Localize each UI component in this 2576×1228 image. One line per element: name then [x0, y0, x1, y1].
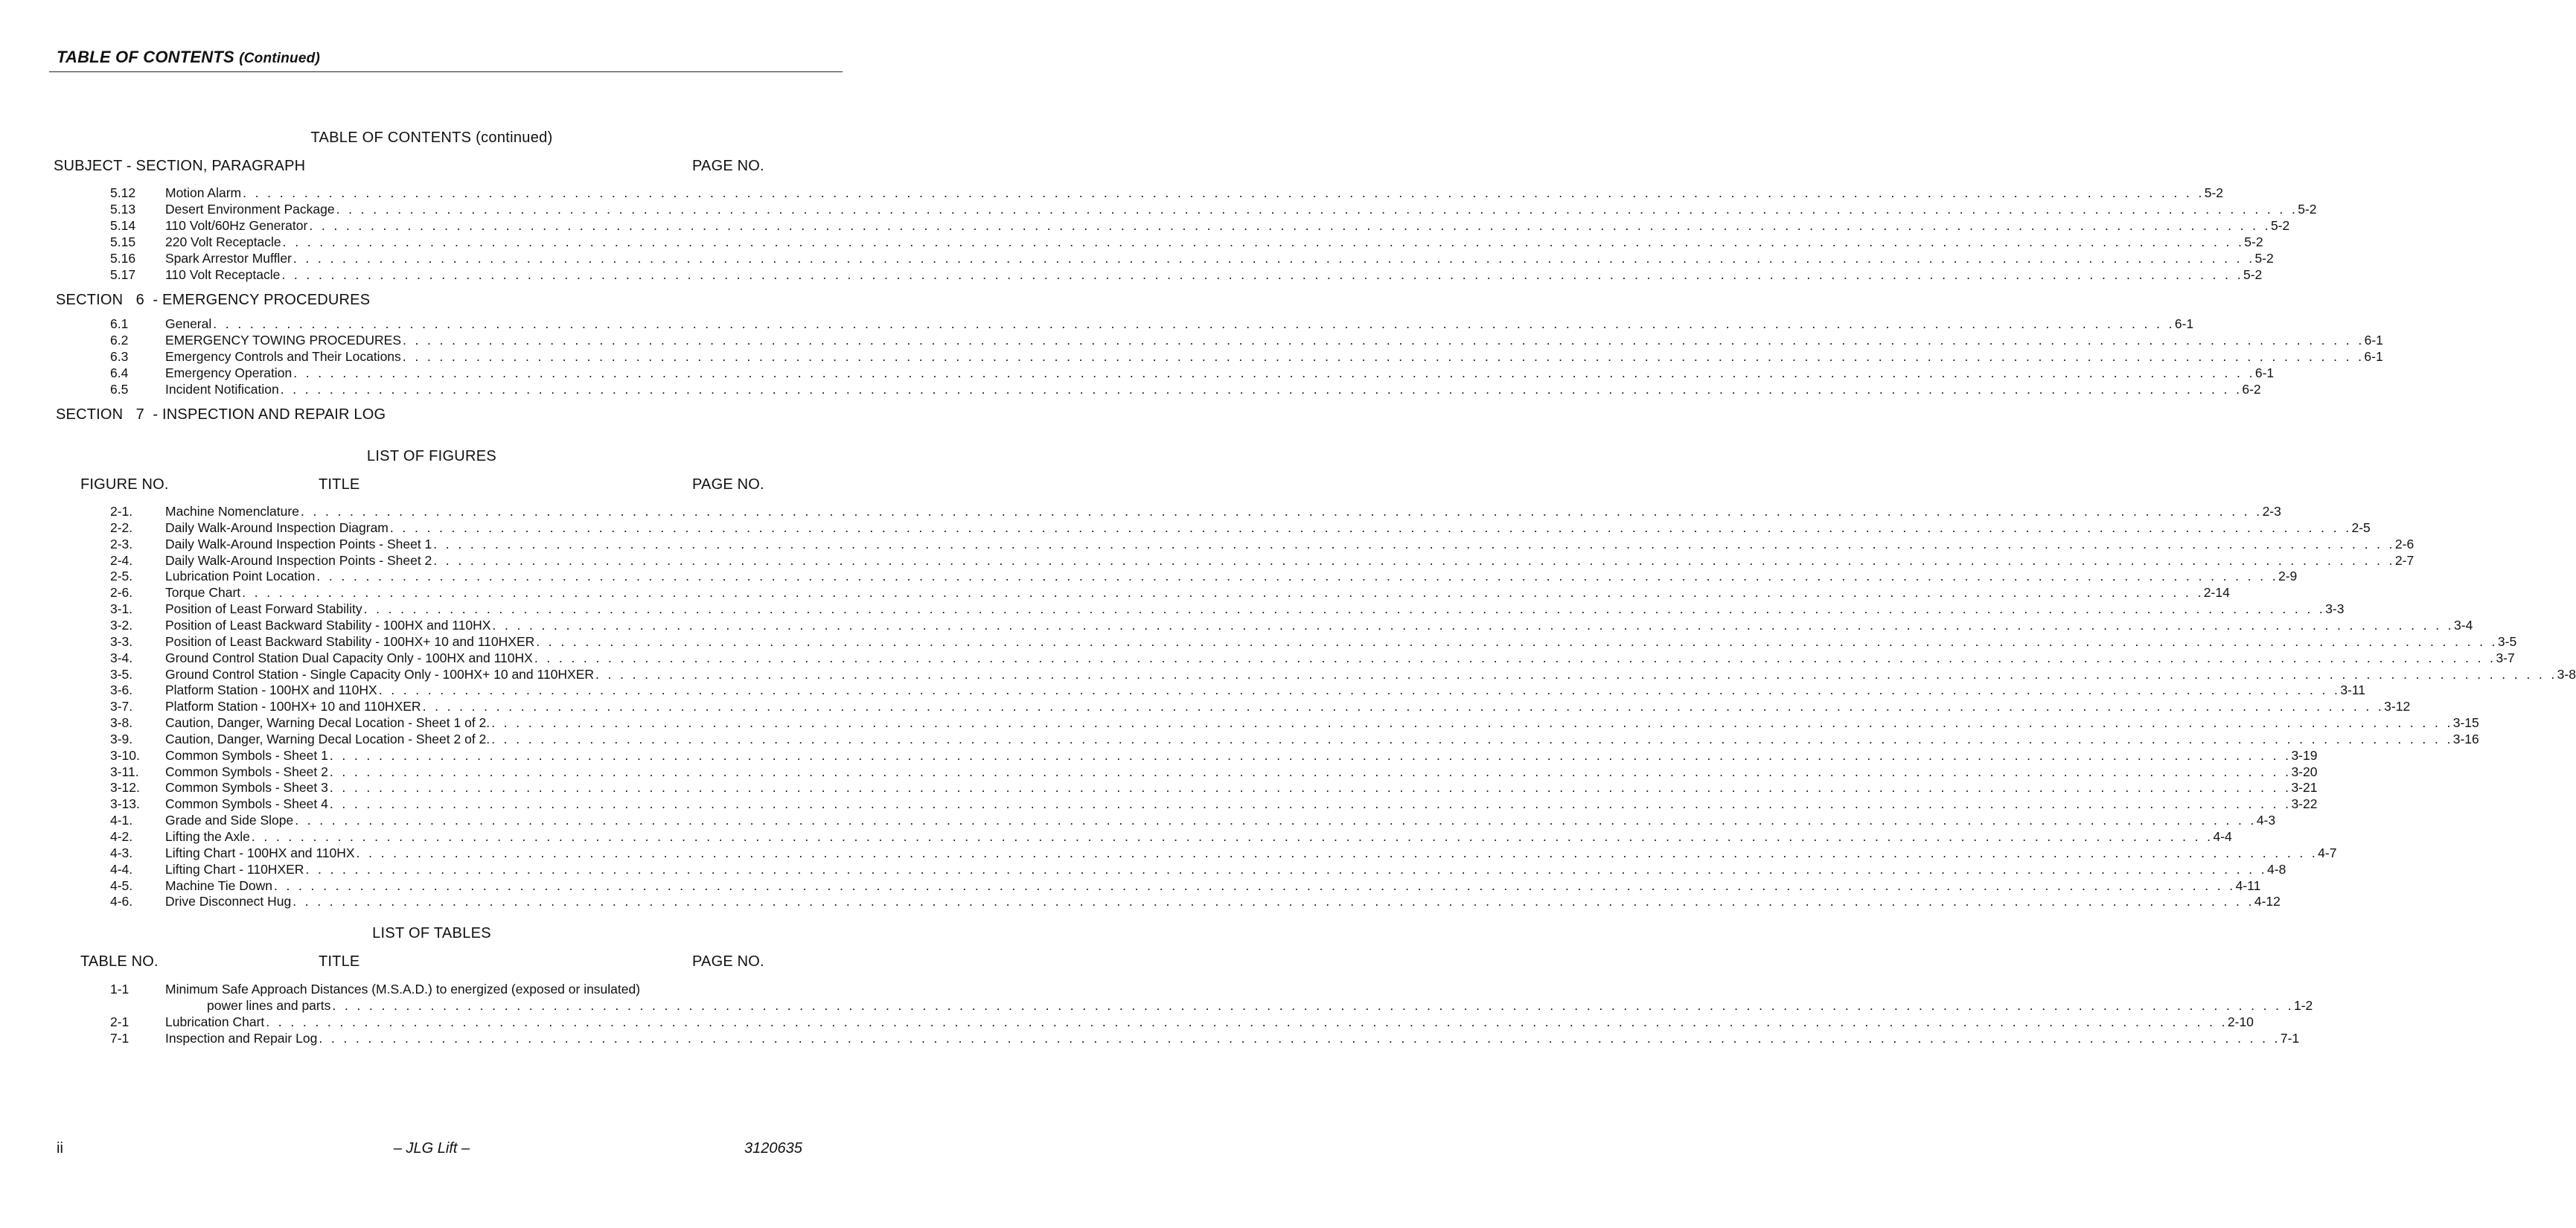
leader-dots: . . . . . . . . . . . . . . . . . . . . . . . . . . . . . . . . . . . . . . . . . . . . . . . . . . . . . . . . . . . . . . . . . . . . . . . . . . . . . . . . . . . . . . . . . . . . . . . . . . . . . . . . . . . . . . . . . . . . . . . . . . . . . . . . . . . . . . . . . . . . . . . . . . . . . . . . . . . . . . . .	[422, 699, 2385, 714]
entry-page: 4-11	[2235, 877, 2261, 893]
entry-title: Common Symbols - Sheet 4	[165, 796, 328, 812]
entry-number: 3-9.	[110, 731, 133, 746]
entry-number: 6.1	[110, 316, 129, 331]
tables-heading: LIST OF TABLES	[372, 925, 491, 941]
entry-page: 6-2	[2242, 381, 2261, 397]
entry-page: 2-3	[2262, 504, 2281, 519]
entry-page: 6-1	[2364, 348, 2383, 364]
entry-number: 4-6.	[110, 894, 133, 909]
figure-entry-4-1[interactable]	[110, 812, 2276, 828]
figure-entry-4-4[interactable]	[110, 861, 2286, 877]
tables-col-num: TABLE NO.	[80, 953, 159, 970]
footer-doc-number: 3120635	[744, 1140, 802, 1157]
entry-title: 220 Volt Receptacle	[165, 234, 281, 249]
entry-title: Lifting the Axle	[165, 829, 250, 844]
toc-col-page: PAGE NO.	[692, 158, 764, 174]
entry-page: 3-21	[2291, 780, 2318, 796]
leader-dots: . . . . . . . . . . . . . . . . . . . . . . . . . . . . . . . . . . . . . . . . . . . . . . . . . . . . . . . . . . . . . . . . . . . . . . . . . . . . . . . . . . . . . . . . . . . . . . . . . . . . . . . . . . . . . . . . . . . . . . . . . . . . . . . . . . . . . . . . . . . . . . . . . . . . . . . . . . . . . . . .	[242, 585, 2204, 601]
entry-title: Motion Alarm	[165, 185, 242, 200]
figure-entry-3-10[interactable]	[110, 747, 2318, 764]
leader-dots: . . . . . . . . . . . . . . . . . . . . . . . . . . . . . . . . . . . . . . . . . . . . . . . . . . . . . . . . . . . . . . . . . . . . . . . . . . . . . . . . . . . . . . . . . . . . . . . . . . . . . . . . . . . . . . . . . . . . . . . . . . . . . . . . . . . . . . . . . . . . . . . . . . . . . . . . . . . . . . . .	[300, 504, 2263, 519]
entry-title: 110 Volt Receptacle	[165, 266, 281, 282]
leader-dots: . . . . . . . . . . . . . . . . . . . . . . . . . . . . . . . . . . . . . . . . . . . . . . . . . . . . . . . . . . . . . . . . . . . . . . . . . . . . . . . . . . . . . . . . . . . . . . . . . . . . . . . . . . . . . . . . . . . . . . . . . . . . . . . . . . . . . . . . . . . . . . . . . . . . . . . . . . . . . . . .	[293, 365, 2255, 380]
entry-page: 6-1	[2364, 332, 2383, 348]
leader-dots: . . . . . . . . . . . . . . . . . . . . . . . . . . . . . . . . . . . . . . . . . . . . . . . . . . . . . . . . . . . . . . . . . . . . . . . . . . . . . . . . . . . . . . . . . . . . . . . . . . . . . . . . . . . . . . . . . . . . . . . . . . . . . . . . . . . . . . . . . . . . . . . . . . . . . . . . . . . . . . . .	[356, 845, 2318, 860]
entry-page: 3-22	[2291, 796, 2318, 812]
toc-col-subject: SUBJECT - SECTION, PARAGRAPH	[54, 158, 306, 174]
leader-dots: . . . . . . . . . . . . . . . . . . . . . . . . . . . . . . . . . . . . . . . . . . . . . . . . . . . . . . . . . . . . . . . . . . . . . . . . . . . . . . . . . . . . . . . . . . . . . . . . . . . . . . . . . . . . . . . . . . . . . . . . . . . . . . . . . . . . . . . . . . . . . . . . . . . . . . . . . . . . . . . .	[595, 666, 2557, 682]
figure-entry-4-2[interactable]	[110, 828, 2232, 845]
entry-page: 3-4	[2454, 617, 2473, 633]
entry-page: 3-16	[2452, 731, 2479, 746]
toc-entry-6-2[interactable]	[110, 332, 2383, 348]
table-entry-1-1-continuation[interactable]	[110, 997, 2313, 1014]
entry-title: Ground Control Station - Single Capacity Only - 100HX+ 10 and 110HXER	[165, 666, 595, 682]
leader-dots: . . . . . . . . . . . . . . . . . . . . . . . . . . . . . . . . . . . . . . . . . . . . . . . . . . . . . . . . . . . . . . . . . . . . . . . . . . . . . . . . . . . . . . . . . . . . . . . . . . . . . . . . . . . . . . . . . . . . . . . . . . . . . . . . . . . . . . . . . . . . . . . . . . . . . . . . . . . . . . . .	[536, 633, 2498, 649]
leader-dots: . . . . . . . . . . . . . . . . . . . . . . . . . . . . . . . . . . . . . . . . . . . . . . . . . . . . . . . . . . . . . . . . . . . . . . . . . . . . . . . . . . . . . . . . . . . . . . . . . . . . . . . . . . . . . . . . . . . . . . . . . . . . . . . . . . . . . . . . . . . . . . . . . . . . . . . . . . . . . . . .	[309, 217, 2271, 233]
entry-page: 2-5	[2351, 519, 2371, 535]
entry-page: 1-2	[2293, 998, 2313, 1013]
toc-entry-6-5[interactable]	[110, 381, 2261, 397]
entry-number: 4-1.	[110, 813, 133, 828]
toc-section-6-heading: SECTION 6 - EMERGENCY PROCEDURES	[56, 292, 371, 308]
figure-entry-2-6[interactable]	[110, 584, 2230, 601]
figure-entry-2-4[interactable]	[110, 552, 2414, 569]
entry-title: Caution, Danger, Warning Decal Location - Sheet 2 of 2.	[165, 731, 490, 746]
entry-title: Daily Walk-Around Inspection Diagram	[165, 519, 389, 535]
entry-page: 3-15	[2452, 715, 2479, 731]
entry-page: 5-2	[2270, 217, 2290, 233]
entry-page: 3-11	[2340, 682, 2366, 698]
entry-title: Desert Environment Package	[165, 201, 335, 217]
entry-title: Machine Tie Down	[165, 877, 272, 893]
entry-title: Spark Arrestor Muffler	[165, 250, 292, 266]
entry-title: Ground Control Station Dual Capacity Only - 100HX and 110HX	[165, 650, 533, 665]
leader-dots: . . . . . . . . . . . . . . . . . . . . . . . . . . . . . . . . . . . . . . . . . . . . . . . . . . . . . . . . . . . . . . . . . . . . . . . . . . . . . . . . . . . . . . . . . . . . . . . . . . . . . . . . . . . . . . . . . . . . . . . . . . . . . . . . . . . . . . . . . . . . . . . . . . . . . . . . . . . . . . . .	[293, 894, 2254, 909]
toc-entry-5-17[interactable]	[110, 266, 2263, 283]
entry-number: 4-5.	[110, 877, 133, 893]
leader-dots: . . . . . . . . . . . . . . . . . . . . . . . . . . . . . . . . . . . . . . . . . . . . . . . . . . . . . . . . . . . . . . . . . . . . . . . . . . . . . . . . . . . . . . . . . . . . . . . . . . . . . . . . . . . . . . . . . . . . . . . . . . . . . . . . . . . . . . . . . . . . . . . . . . . . . . . . . . . . . . . .	[329, 780, 2292, 796]
entry-page: 4-7	[2318, 845, 2337, 860]
entry-number: 3-7.	[110, 699, 133, 714]
entry-page: 6-1	[2254, 365, 2275, 380]
entry-page: 2-6	[2394, 536, 2414, 551]
entry-title: Common Symbols - Sheet 3	[165, 780, 328, 796]
entry-number: 6.2	[110, 332, 129, 348]
entry-title: Caution, Danger, Warning Decal Location - Sheet 1 of 2.	[165, 715, 490, 731]
entry-title: Incident Notification	[165, 381, 279, 397]
entry-page: 6-1	[2174, 316, 2194, 331]
entry-title: Inspection and Repair Log	[165, 1031, 318, 1046]
entry-number: 5.17	[110, 266, 136, 282]
figure-entry-3-5[interactable]	[110, 666, 2576, 682]
entry-page: 2-14	[2203, 585, 2230, 601]
figure-entry-3-4[interactable]	[110, 650, 2515, 666]
header-title-continued: (Continued)	[239, 51, 320, 66]
entry-page: 5-2	[2254, 250, 2274, 266]
entry-page: 5-2	[2298, 201, 2317, 217]
entry-number: 3-2.	[110, 617, 133, 633]
entry-title: Machine Nomenclature	[165, 504, 299, 519]
toc-entry-5-14[interactable]	[110, 217, 2290, 234]
entry-title: Daily Walk-Around Inspection Points - Sheet 1	[165, 536, 432, 551]
entry-number: 3-10.	[110, 747, 140, 763]
entry-title-line2: power lines and parts	[207, 998, 331, 1013]
toc-entry-5-13[interactable]	[110, 201, 2317, 217]
entry-page: 3-8	[2557, 666, 2576, 682]
entry-number: 5.15	[110, 234, 136, 249]
entry-number: 5.16	[110, 250, 136, 266]
entry-title: Common Symbols - Sheet 2	[165, 764, 328, 779]
toc-section-7-heading: SECTION 7 - INSPECTION AND REPAIR LOG	[56, 406, 386, 423]
entry-number: 5.12	[110, 185, 136, 200]
entry-page: 4-8	[2267, 861, 2286, 877]
table-entry-7-1[interactable]	[110, 1030, 2300, 1046]
entry-number: 2-6.	[110, 585, 133, 601]
figure-entry-2-2[interactable]	[110, 519, 2371, 536]
figures-col-page: PAGE NO.	[692, 476, 764, 493]
figure-entry-3-2[interactable]	[110, 617, 2473, 633]
entry-number: 3-6.	[110, 682, 133, 698]
entry-title: EMERGENCY TOWING PROCEDURES	[165, 332, 401, 348]
toc-entry-5-16[interactable]	[110, 250, 2274, 266]
footer-page-number: ii	[57, 1140, 63, 1157]
entry-number: 3-8.	[110, 715, 133, 731]
header-rule	[49, 71, 843, 72]
leader-dots: . . . . . . . . . . . . . . . . . . . . . . . . . . . . . . . . . . . . . . . . . . . . . . . . . . . . . . . . . . . . . . . . . . . . . . . . . . . . . . . . . . . . . . . . . . . . . . . . . . . . . . . . . . . . . . . . . . . . . . . . . . . . . . . . . . . . . . . . . . . . . . . . . . . . . . . . . . . . . . . .	[491, 715, 2453, 731]
leader-dots: . . . . . . . . . . . . . . . . . . . . . . . . . . . . . . . . . . . . . . . . . . . . . . . . . . . . . . . . . . . . . . . . . . . . . . . . . . . . . . . . . . . . . . . . . . . . . . . . . . . . . . . . . . . . . . . . . . . . . . . . . . . . . . . . . . . . . . . . . . . . . . . . . . . . . . . . . . . . . . . .	[336, 201, 2298, 217]
entry-page: 5-2	[2204, 185, 2224, 200]
figure-entry-3-8[interactable]	[110, 714, 2479, 731]
entry-page: 3-19	[2291, 747, 2318, 763]
entry-title: Grade and Side Slope	[165, 813, 294, 828]
entry-page: 4-3	[2256, 813, 2276, 828]
entry-title: Platform Station - 100HX and 110HX	[165, 682, 377, 698]
figure-entry-3-7[interactable]	[110, 698, 2411, 714]
tables-col-title: TITLE	[319, 953, 360, 970]
entry-page: 5-2	[2243, 266, 2263, 282]
entry-page: 2-7	[2394, 552, 2414, 568]
leader-dots: . . . . . . . . . . . . . . . . . . . . . . . . . . . . . . . . . . . . . . . . . . . . . . . . . . . . . . . . . . . . . . . . . . . . . . . . . . . . . . . . . . . . . . . . . . . . . . . . . . . . . . . . . . . . . . . . . . . . . . . . . . . . . . . . . . . . . . . . . . . . . . . . . . . . . . . . . . . . . . . .	[273, 877, 2236, 893]
leader-dots: . . . . . . . . . . . . . . . . . . . . . . . . . . . . . . . . . . . . . . . . . . . . . . . . . . . . . . . . . . . . . . . . . . . . . . . . . . . . . . . . . . . . . . . . . . . . . . . . . . . . . . . . . . . . . . . . . . . . . . . . . . . . . . . . . . . . . . . . . . . . . . . . . . . . . . . . . . . . . . . .	[266, 1014, 2228, 1029]
entry-number: 2-3.	[110, 536, 133, 551]
entry-number: 6.3	[110, 348, 129, 364]
figure-entry-2-3[interactable]	[110, 536, 2414, 552]
entry-number: 3-1.	[110, 601, 133, 617]
entry-title: Lubrication Point Location	[165, 569, 316, 584]
entry-title: Lifting Chart - 100HX and 110HX	[165, 845, 355, 860]
leader-dots: . . . . . . . . . . . . . . . . . . . . . . . . . . . . . . . . . . . . . . . . . . . . . . . . . . . . . . . . . . . . . . . . . . . . . . . . . . . . . . . . . . . . . . . . . . . . . . . . . . . . . . . . . . . . . . . . . . . . . . . . . . . . . . . . . . . . . . . . . . . . . . . . . . . . . . . . . . . . . . . .	[281, 266, 2243, 282]
figure-entry-3-12[interactable]	[110, 779, 2318, 796]
leader-dots: . . . . . . . . . . . . . . . . . . . . . . . . . . . . . . . . . . . . . . . . . . . . . . . . . . . . . . . . . . . . . . . . . . . . . . . . . . . . . . . . . . . . . . . . . . . . . . . . . . . . . . . . . . . . . . . . . . . . . . . . . . . . . . . . . . . . . . . . . . . . . . . . . . . . . . . . . . . . . . . .	[534, 650, 2496, 665]
entry-page: 2-10	[2227, 1014, 2254, 1029]
leader-dots: . . . . . . . . . . . . . . . . . . . . . . . . . . . . . . . . . . . . . . . . . . . . . . . . . . . . . . . . . . . . . . . . . . . . . . . . . . . . . . . . . . . . . . . . . . . . . . . . . . . . . . . . . . . . . . . . . . . . . . . . . . . . . . . . . . . . . . . . . . . . . . . . . . . . . . . . . . . . . . . .	[251, 829, 2214, 844]
entry-title: Position of Least Backward Stability - 100HX and 110HX	[165, 617, 491, 633]
entry-page: 3-5	[2497, 633, 2517, 649]
entry-number: 3-5.	[110, 666, 133, 682]
leader-dots: . . . . . . . . . . . . . . . . . . . . . . . . . . . . . . . . . . . . . . . . . . . . . . . . . . . . . . . . . . . . . . . . . . . . . . . . . . . . . . . . . . . . . . . . . . . . . . . . . . . . . . . . . . . . . . . . . . . . . . . . . . . . . . . . . . . . . . . . . . . . . . . . . . . . . . . . . . . . . . . .	[329, 764, 2292, 779]
entry-number: 4-4.	[110, 861, 133, 877]
figure-entry-2-5[interactable]	[110, 568, 2298, 584]
entry-title: Lubrication Chart	[165, 1014, 265, 1029]
entry-page: 7-1	[2280, 1031, 2300, 1046]
toc-entry-6-4[interactable]	[110, 365, 2275, 381]
entry-page: 2-9	[2278, 569, 2298, 584]
entry-number: 1-1	[110, 982, 130, 997]
tables-col-page: PAGE NO.	[692, 953, 764, 970]
entry-page: 4-4	[2213, 829, 2232, 844]
table-entry-2-1[interactable]	[110, 1014, 2254, 1030]
entry-page: 3-7	[2496, 650, 2515, 665]
entry-number: 4-2.	[110, 829, 133, 844]
entry-number: 2-1.	[110, 504, 133, 519]
entry-page: 4-12	[2254, 894, 2281, 909]
figure-entry-4-3[interactable]	[110, 845, 2337, 861]
leader-dots: . . . . . . . . . . . . . . . . . . . . . . . . . . . . . . . . . . . . . . . . . . . . . . . . . . . . . . . . . . . . . . . . . . . . . . . . . . . . . . . . . . . . . . . . . . . . . . . . . . . . . . . . . . . . . . . . . . . . . . . . . . . . . . . . . . . . . . . . . . . . . . . . . . . . . . . . . . . . . . . .	[492, 617, 2455, 633]
leader-dots: . . . . . . . . . . . . . . . . . . . . . . . . . . . . . . . . . . . . . . . . . . . . . . . . . . . . . . . . . . . . . . . . . . . . . . . . . . . . . . . . . . . . . . . . . . . . . . . . . . . . . . . . . . . . . . . . . . . . . . . . . . . . . . . . . . . . . . . . . . . . . . . . . . . . . . . . . . . . . . . .	[332, 998, 2294, 1013]
figures-heading: LIST OF FIGURES	[366, 448, 497, 464]
figure-entry-4-6[interactable]	[110, 893, 2281, 909]
leader-dots: . . . . . . . . . . . . . . . . . . . . . . . . . . . . . . . . . . . . . . . . . . . . . . . . . . . . . . . . . . . . . . . . . . . . . . . . . . . . . . . . . . . . . . . . . . . . . . . . . . . . . . . . . . . . . . . . . . . . . . . . . . . . . . . . . . . . . . . . . . . . . . . . . . . . . . . . . . . . . . . .	[295, 813, 2257, 828]
leader-dots: . . . . . . . . . . . . . . . . . . . . . . . . . . . . . . . . . . . . . . . . . . . . . . . . . . . . . . . . . . . . . . . . . . . . . . . . . . . . . . . . . . . . . . . . . . . . . . . . . . . . . . . . . . . . . . . . . . . . . . . . . . . . . . . . . . . . . . . . . . . . . . . . . . . . . . . . . . . . . . . .	[389, 519, 2352, 535]
entry-title: Lifting Chart - 110HXER	[165, 861, 304, 877]
leader-dots: . . . . . . . . . . . . . . . . . . . . . . . . . . . . . . . . . . . . . . . . . . . . . . . . . . . . . . . . . . . . . . . . . . . . . . . . . . . . . . . . . . . . . . . . . . . . . . . . . . . . . . . . . . . . . . . . . . . . . . . . . . . . . . . . . . . . . . . . . . . . . . . . . . . . . . . . . . . . . . . .	[403, 332, 2365, 348]
leader-dots: . . . . . . . . . . . . . . . . . . . . . . . . . . . . . . . . . . . . . . . . . . . . . . . . . . . . . . . . . . . . . . . . . . . . . . . . . . . . . . . . . . . . . . . . . . . . . . . . . . . . . . . . . . . . . . . . . . . . . . . . . . . . . . . . . . . . . . . . . . . . . . . . . . . . . . . . . . . . . . . .	[402, 348, 2365, 364]
figures-col-title: TITLE	[319, 476, 360, 493]
figure-entry-3-1[interactable]	[110, 601, 2345, 617]
leader-dots: . . . . . . . . . . . . . . . . . . . . . . . . . . . . . . . . . . . . . . . . . . . . . . . . . . . . . . . . . . . . . . . . . . . . . . . . . . . . . . . . . . . . . . . . . . . . . . . . . . . . . . . . . . . . . . . . . . . . . . . . . . . . . . . . . . . . . . . . . . . . . . . . . . . . . . . . . . . . . . . .	[316, 569, 2278, 584]
page-header-title	[57, 48, 320, 67]
toc-entry-6-3[interactable]	[110, 348, 2383, 365]
leader-dots: . . . . . . . . . . . . . . . . . . . . . . . . . . . . . . . . . . . . . . . . . . . . . . . . . . . . . . . . . . . . . . . . . . . . . . . . . . . . . . . . . . . . . . . . . . . . . . . . . . . . . . . . . . . . . . . . . . . . . . . . . . . . . . . . . . . . . . . . . . . . . . . . . . . . . . . . . . . . . . . .	[305, 861, 2268, 877]
entry-title: Position of Least Backward Stability - 100HX+ 10 and 110HXER	[165, 633, 535, 649]
entry-title: Common Symbols - Sheet 1	[165, 747, 328, 763]
entry-number: 7-1	[110, 1031, 130, 1046]
entry-title: Drive Disconnect Hug	[165, 894, 292, 909]
entry-number: 5.14	[110, 217, 136, 233]
figure-entry-3-3[interactable]	[110, 633, 2517, 650]
leader-dots: . . . . . . . . . . . . . . . . . . . . . . . . . . . . . . . . . . . . . . . . . . . . . . . . . . . . . . . . . . . . . . . . . . . . . . . . . . . . . . . . . . . . . . . . . . . . . . . . . . . . . . . . . . . . . . . . . . . . . . . . . . . . . . . . . . . . . . . . . . . . . . . . . . . . . . . . . . . . . . . .	[433, 552, 2395, 568]
toc-heading: TABLE OF CONTENTS (continued)	[310, 129, 553, 146]
leader-dots: . . . . . . . . . . . . . . . . . . . . . . . . . . . . . . . . . . . . . . . . . . . . . . . . . . . . . . . . . . . . . . . . . . . . . . . . . . . . . . . . . . . . . . . . . . . . . . . . . . . . . . . . . . . . . . . . . . . . . . . . . . . . . . . . . . . . . . . . . . . . . . . . . . . . . . . . . . . . . . . .	[280, 381, 2243, 397]
figure-entry-4-5[interactable]	[110, 877, 2261, 894]
entry-number: 2-5.	[110, 569, 133, 584]
table-entry-1-1[interactable]	[110, 981, 780, 997]
leader-dots: . . . . . . . . . . . . . . . . . . . . . . . . . . . . . . . . . . . . . . . . . . . . . . . . . . . . . . . . . . . . . . . . . . . . . . . . . . . . . . . . . . . . . . . . . . . . . . . . . . . . . . . . . . . . . . . . . . . . . . . . . . . . . . . . . . . . . . . . . . . . . . . . . . . . . . . . . . . . . . . .	[293, 250, 2255, 266]
leader-dots: . . . . . . . . . . . . . . . . . . . . . . . . . . . . . . . . . . . . . . . . . . . . . . . . . . . . . . . . . . . . . . . . . . . . . . . . . . . . . . . . . . . . . . . . . . . . . . . . . . . . . . . . . . . . . . . . . . . . . . . . . . . . . . . . . . . . . . . . . . . . . . . . . . . . . . . . . . . . . . . .	[329, 796, 2292, 812]
leader-dots: . . . . . . . . . . . . . . . . . . . . . . . . . . . . . . . . . . . . . . . . . . . . . . . . . . . . . . . . . . . . . . . . . . . . . . . . . . . . . . . . . . . . . . . . . . . . . . . . . . . . . . . . . . . . . . . . . . . . . . . . . . . . . . . . . . . . . . . . . . . . . . . . . . . . . . . . . . . . . . . .	[319, 1031, 2281, 1046]
entry-page: 3-20	[2291, 764, 2318, 779]
entry-title-line1: Minimum Safe Approach Distances (M.S.A.D.) to energized (exposed or insulated)	[165, 982, 641, 997]
figure-entry-3-11[interactable]	[110, 764, 2318, 780]
entry-number: 3-3.	[110, 633, 133, 649]
entry-title: Emergency Operation	[165, 365, 293, 380]
toc-entry-5-15[interactable]	[110, 234, 2263, 250]
entry-number: 2-2.	[110, 519, 133, 535]
entry-page: 3-12	[2384, 699, 2411, 714]
entry-title: Emergency Controls and Their Locations	[165, 348, 401, 364]
entry-page: 3-3	[2325, 601, 2345, 617]
entry-title: General	[165, 316, 212, 331]
toc-entry-6-1[interactable]	[110, 316, 2194, 332]
footer-center-text: – JLG Lift –	[393, 1140, 470, 1157]
entry-number: 3-12.	[110, 780, 140, 796]
header-title-main: TABLE OF CONTENTS	[57, 48, 234, 66]
entry-number: 3-11.	[110, 764, 139, 779]
entry-number: 2-4.	[110, 552, 133, 568]
entry-number: 6.5	[110, 381, 129, 397]
entry-title: Torque Chart	[165, 585, 241, 601]
leader-dots: . . . . . . . . . . . . . . . . . . . . . . . . . . . . . . . . . . . . . . . . . . . . . . . . . . . . . . . . . . . . . . . . . . . . . . . . . . . . . . . . . . . . . . . . . . . . . . . . . . . . . . . . . . . . . . . . . . . . . . . . . . . . . . . . . . . . . . . . . . . . . . . . . . . . . . . . . . . . . . . .	[378, 682, 2341, 698]
entry-title: Platform Station - 100HX+ 10 and 110HXER	[165, 699, 421, 714]
leader-dots: . . . . . . . . . . . . . . . . . . . . . . . . . . . . . . . . . . . . . . . . . . . . . . . . . . . . . . . . . . . . . . . . . . . . . . . . . . . . . . . . . . . . . . . . . . . . . . . . . . . . . . . . . . . . . . . . . . . . . . . . . . . . . . . . . . . . . . . . . . . . . . . . . . . . . . . . . . . . . . . .	[329, 747, 2292, 763]
figure-entry-3-6[interactable]	[110, 682, 2366, 698]
entry-title: 110 Volt/60Hz Generator	[165, 217, 308, 233]
figure-entry-3-13[interactable]	[110, 796, 2318, 812]
figure-entry-3-9[interactable]	[110, 731, 2479, 747]
toc-entry-5-12[interactable]	[110, 185, 2224, 201]
entry-number: 5.13	[110, 201, 136, 217]
entry-number: 6.4	[110, 365, 129, 380]
entry-page: 5-2	[2244, 234, 2263, 249]
entry-number: 4-3.	[110, 845, 133, 860]
leader-dots: . . . . . . . . . . . . . . . . . . . . . . . . . . . . . . . . . . . . . . . . . . . . . . . . . . . . . . . . . . . . . . . . . . . . . . . . . . . . . . . . . . . . . . . . . . . . . . . . . . . . . . . . . . . . . . . . . . . . . . . . . . . . . . . . . . . . . . . . . . . . . . . . . . . . . . . . . . . . . . . .	[491, 731, 2453, 746]
entry-number: 3-13.	[110, 796, 140, 812]
entry-number: 2-1	[110, 1014, 130, 1029]
entry-title: Position of Least Forward Stability	[165, 601, 362, 617]
entry-title: Daily Walk-Around Inspection Points - Sheet 2	[165, 552, 432, 568]
leader-dots: . . . . . . . . . . . . . . . . . . . . . . . . . . . . . . . . . . . . . . . . . . . . . . . . . . . . . . . . . . . . . . . . . . . . . . . . . . . . . . . . . . . . . . . . . . . . . . . . . . . . . . . . . . . . . . . . . . . . . . . . . . . . . . . . . . . . . . . . . . . . . . . . . . . . . . . . . . . . . . . .	[282, 234, 2245, 249]
leader-dots: . . . . . . . . . . . . . . . . . . . . . . . . . . . . . . . . . . . . . . . . . . . . . . . . . . . . . . . . . . . . . . . . . . . . . . . . . . . . . . . . . . . . . . . . . . . . . . . . . . . . . . . . . . . . . . . . . . . . . . . . . . . . . . . . . . . . . . . . . . . . . . . . . . . . . . . . . . . . . . . .	[433, 536, 2395, 551]
leader-dots: . . . . . . . . . . . . . . . . . . . . . . . . . . . . . . . . . . . . . . . . . . . . . . . . . . . . . . . . . . . . . . . . . . . . . . . . . . . . . . . . . . . . . . . . . . . . . . . . . . . . . . . . . . . . . . . . . . . . . . . . . . . . . . . . . . . . . . . . . . . . . . . . . . . . . . . . . . . . . . . .	[213, 316, 2175, 331]
entry-number: 3-4.	[110, 650, 133, 665]
leader-dots: . . . . . . . . . . . . . . . . . . . . . . . . . . . . . . . . . . . . . . . . . . . . . . . . . . . . . . . . . . . . . . . . . . . . . . . . . . . . . . . . . . . . . . . . . . . . . . . . . . . . . . . . . . . . . . . . . . . . . . . . . . . . . . . . . . . . . . . . . . . . . . . . . . . . . . . . . . . . . . . .	[363, 601, 2326, 617]
leader-dots: . . . . . . . . . . . . . . . . . . . . . . . . . . . . . . . . . . . . . . . . . . . . . . . . . . . . . . . . . . . . . . . . . . . . . . . . . . . . . . . . . . . . . . . . . . . . . . . . . . . . . . . . . . . . . . . . . . . . . . . . . . . . . . . . . . . . . . . . . . . . . . . . . . . . . . . . . . . . . . . .	[243, 185, 2205, 200]
figures-col-num: FIGURE NO.	[80, 476, 169, 493]
figure-entry-2-1[interactable]	[110, 503, 2281, 519]
